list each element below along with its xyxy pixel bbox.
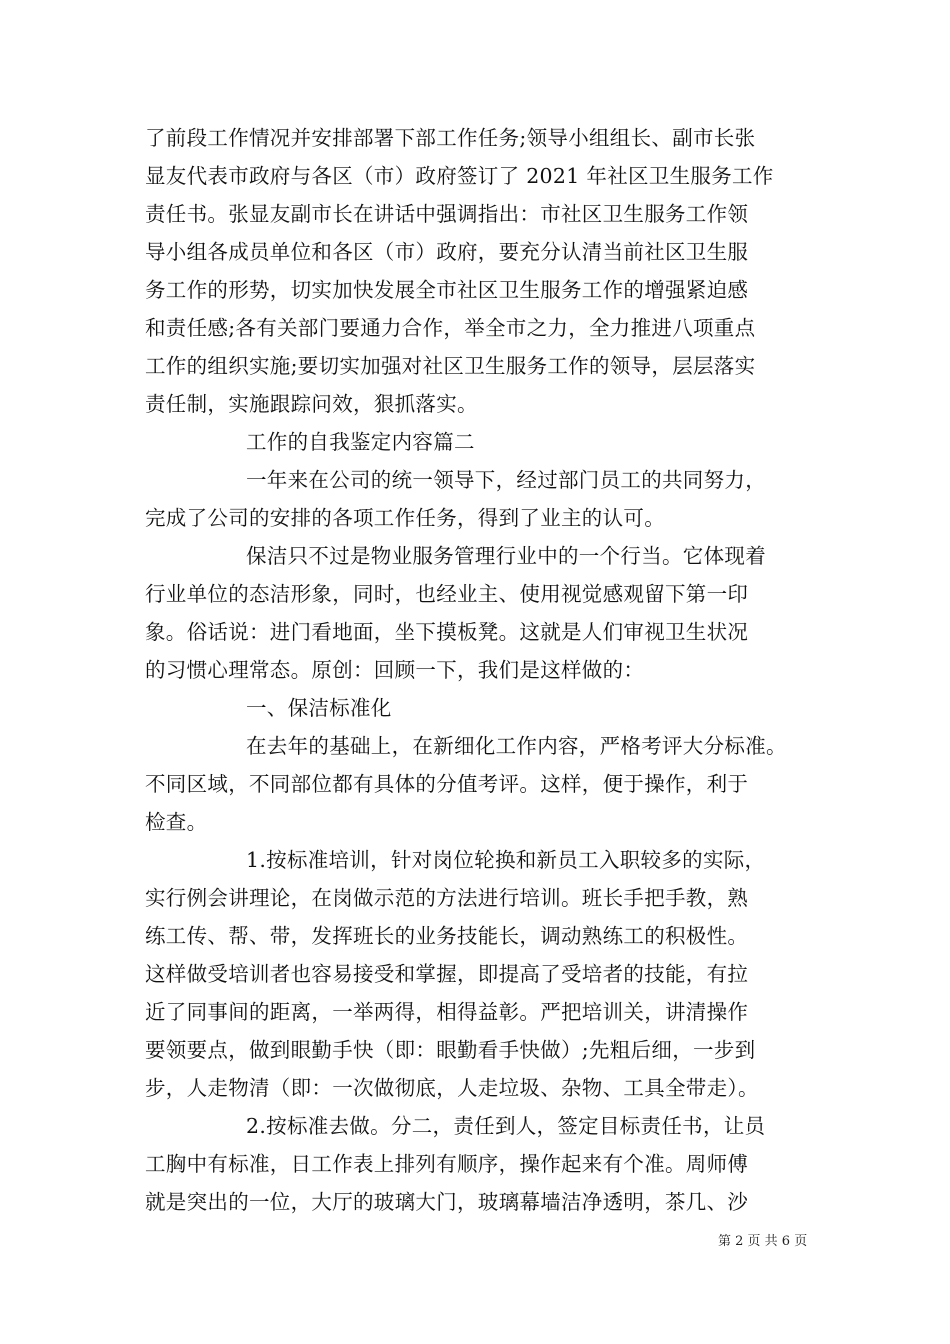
text-line: 行业单位的态洁形象，同时，也经业主、使用视觉感观留下第一印: [145, 582, 749, 606]
text-line: 象。俗话说：进门看地面，坐下摸板凳。这就是人们审视卫生状况: [145, 620, 749, 644]
text-line: 完成了公司的安排的各项工作任务，得到了业主的认可。: [145, 506, 665, 530]
text-line: 导小组各成员单位和各区（市）政府，要充分认清当前社区卫生服: [145, 240, 749, 264]
text-line: 责任制，实施跟踪问效，狠抓落实。: [145, 392, 478, 416]
list-item-start: 1.按标准培训，针对岗位轮换和新员工入职较多的实际，: [246, 848, 766, 872]
text-line: 的习惯心理常态。原创：回顾一下，我们是这样做的：: [145, 658, 645, 682]
text-line: 这样做受培训者也容易接受和掌握，即提高了受培者的技能，有拉: [145, 962, 749, 986]
text-line: 近了同事间的距离，一举两得，相得益彰。严把培训关，讲清操作: [145, 1000, 749, 1024]
section-heading: 工作的自我鉴定内容篇二: [246, 430, 475, 454]
text-line: 工作的组织实施;要切实加强对社区卫生服务工作的领导，层层落实: [145, 354, 756, 378]
paragraph-start: 保洁只不过是物业服务管理行业中的一个行当。它体现着: [246, 544, 766, 568]
page-number-footer: 第 2 页 共 6 页: [718, 1234, 808, 1249]
text-line: 不同区域，不同部位都有具体的分值考评。这样，便于操作，利于: [145, 772, 749, 796]
text-line: 检查。: [145, 810, 208, 834]
text-line: 步，人走物清（即：一次做彻底，人走垃圾、杂物、工具全带走）。: [145, 1076, 759, 1100]
text-line: 责任书。张显友副市长在讲话中强调指出：市社区卫生服务工作领: [145, 202, 749, 226]
paragraph-start: 一年来在公司的统一领导下，经过部门员工的共同努力，: [246, 468, 766, 492]
text-line: 务工作的形势，切实加快发展全市社区卫生服务工作的增强紧迫感: [145, 278, 749, 302]
text-line: 工胸中有标准，日工作表上排列有顺序，操作起来有个准。周师傅: [145, 1152, 749, 1176]
text-line: 了前段工作情况并安排部署下部工作任务;领导小组组长、副市长张: [145, 126, 756, 150]
text-line: 显友代表市政府与各区（市）政府签订了 2021 年社区卫生服务工作: [145, 164, 774, 188]
text-line: 和责任感;各有关部门要通力合作，举全市之力，全力推进八项重点: [145, 316, 756, 340]
text-line: 就是突出的一位，大厅的玻璃大门，玻璃幕墙洁净透明，茶几、沙: [145, 1190, 749, 1214]
text-line: 练工传、帮、带，发挥班长的业务技能长，调动熟练工的积极性。: [145, 924, 749, 948]
list-item-start: 2.按标准去做。分二，责任到人，签定目标责任书，让员: [246, 1114, 766, 1138]
paragraph-start: 在去年的基础上，在新细化工作内容，严格考评大分标准。: [246, 734, 787, 758]
text-line: 实行例会讲理论，在岗做示范的方法进行培训。班长手把手教，熟: [145, 886, 749, 910]
subsection-heading: 一、保洁标准化: [246, 696, 392, 720]
text-line: 要领要点，做到眼勤手快（即：眼勤看手快做）;先粗后细，一步到: [145, 1038, 756, 1062]
